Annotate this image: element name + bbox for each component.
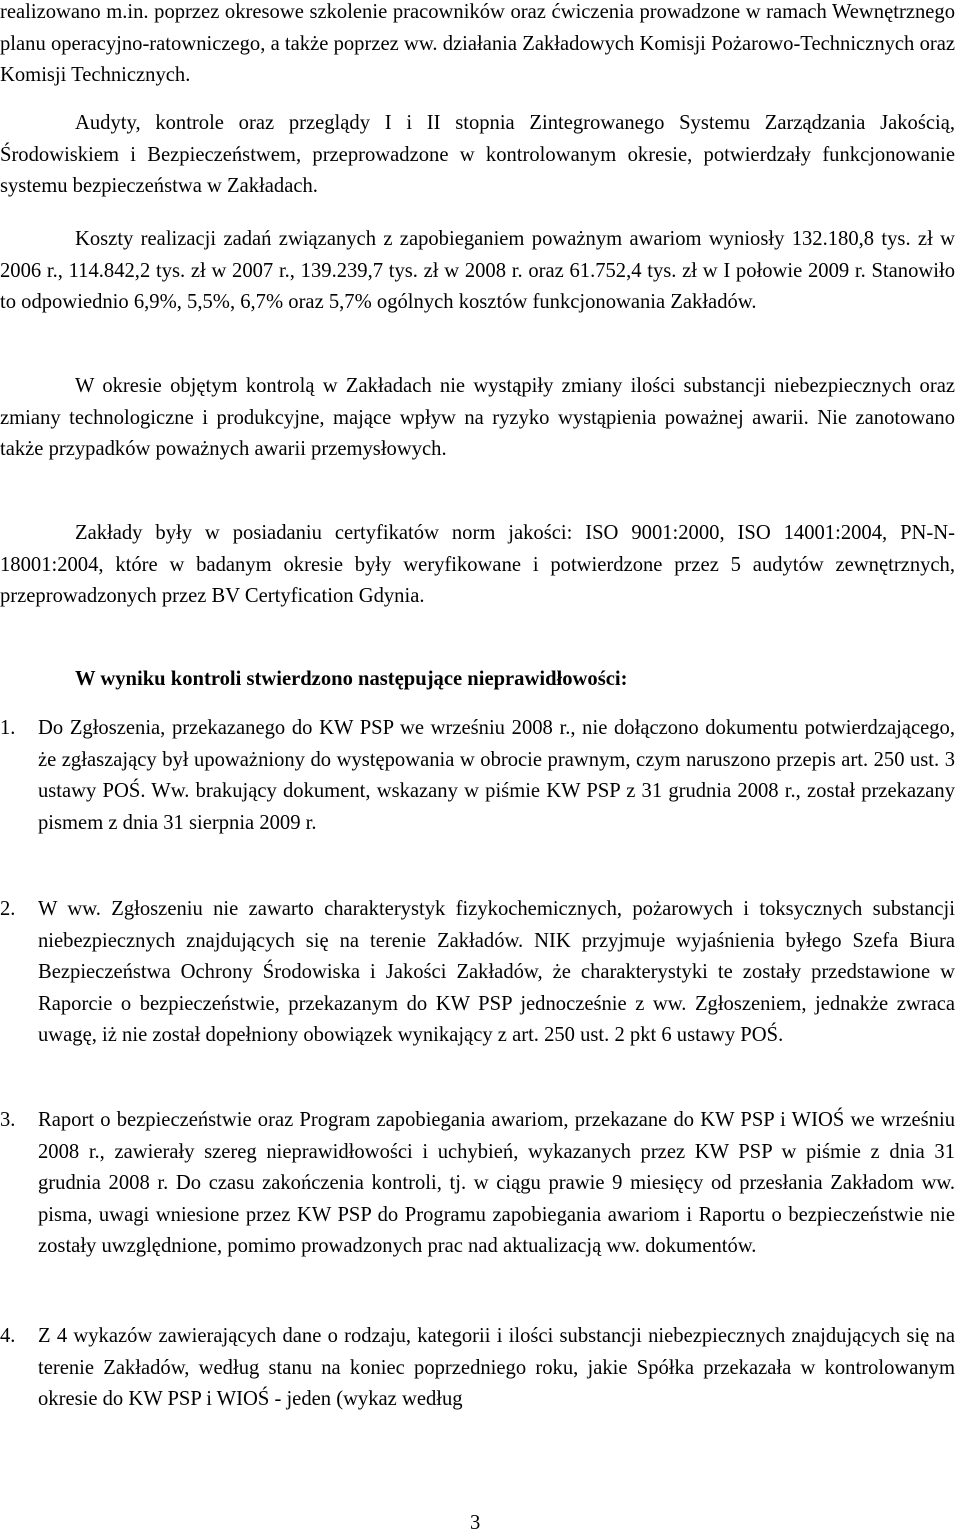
list-item-text: Raport o bezpieczeństwie oraz Program zapobiegania awariom, przekazane do KW PSP i WIOŚ we wrześniu 2008 r., zawierały szereg nieprawidłowości i uchybień, wykazanych przez KW PSP w piśmie z dnia 31 grudnia 2008 r. Do czasu zakończenia kontroli, tj. w ciągu prawie 9 miesięcy od przesłania Zakładom ww. pisma, uwagi wniesione przez KW PSP do Programu zapobiegania awariom i Raportu o bezpieczeństwie nie zostały uwzględnione, pomimo prowadzonych prac nad aktualizacją ww. dokumentów. — [38, 1109, 955, 1257]
paragraph-no-changes: W okresie objętym kontrolą w Zakładach nie wystąpiły zmiany ilości substancji niebezpiecznych oraz zmiany technologiczne i produkcyjne, mające wpływ na ryzyko wystąpienia poważnej awarii. Nie zanotowano także przypadków poważnych awarii przemysłowych. — [0, 375, 955, 460]
list-item-number: 3. — [0, 1109, 16, 1131]
list-item-number: 1. — [0, 717, 16, 739]
list-item-number: 4. — [0, 1325, 16, 1347]
paragraph-audits: Audyty, kontrole oraz przeglądy I i II stopnia Zintegrowanego Systemu Zarządzania Jakością, Środowiskiem i Bezpieczeństwem, przeprowadzone w kontrolowanym okresie, potwierdzały funkcjonowanie systemu bezpieczeństwa w Zakładach. — [0, 112, 955, 197]
list-item-text: Z 4 wykazów zawierających dane o rodzaju, kategorii i ilości substancji niebezpiecznych znajdujących się na terenie Zakładów, według stanu na koniec poprzedniego roku, jakie Spółka przekazała w kontrolowanym okresie do KW PSP i WIOŚ - jeden (wykaz według — [38, 1325, 955, 1410]
paragraph-costs: Koszty realizacji zadań związanych z zapobieganiem poważnym awariom wyniosły 132.180,8 tys. zł w 2006 r., 114.842,2 tys. zł w 2007 r., 139.239,7 tys. zł w 2008 r. oraz 61.752,4 tys. zł w I połowie 2009 r. Stanowiło to odpowiednio 6,9%, 5,5%, 6,7% oraz 5,7% ogólnych kosztów funkcjonowania Zakładów. — [0, 228, 955, 313]
list-item-text: Do Zgłoszenia, przekazanego do KW PSP we wrześniu 2008 r., nie dołączono dokumentu potwierdzającego, że zgłaszający był upoważniony do występowania w obrocie prawnym, czym naruszono przepis art. 250 ust. 3 ustawy POŚ. Ww. brakujący dokument, wskazany w piśmie KW PSP z 31 grudnia 2008 r., został przekazany pismem z dnia 31 sierpnia 2009 r. — [38, 717, 955, 834]
list-item-number: 2. — [0, 898, 16, 920]
paragraph-continuation: realizowano m.in. poprzez okresowe szkolenie pracowników oraz ćwiczenia prowadzone w ramach Wewnętrznego planu operacyjno-ratowniczego, a także poprzez ww. działania Zakładowych Komisji Pożarowo-Technicznych oraz Komisji Technicznych. — [0, 1, 955, 86]
page-number: 3 — [470, 1512, 481, 1534]
list-item-text: W ww. Zgłoszeniu nie zawarto charakterystyk fizykochemicznych, pożarowych i toksycznych substancji niebezpiecznych znajdujących się na terenie Zakładów. NIK przyjmuje wyjaśnienia byłego Szefa Biura Bezpieczeństwa Ochrony Środowiska i Jakości Zakładów, że charakterystyki te zostały przedstawione w Raporcie o bezpieczeństwie, przekazanym do KW PSP jednocześnie z ww. Zgłoszeniem, jednakże zwraca uwagę, iż nie został dopełniony obowiązek wynikający z art. 250 ust. 2 pkt 6 ustawy POŚ. — [38, 898, 955, 1046]
findings-heading: W wyniku kontroli stwierdzono następujące nieprawidłowości: — [75, 668, 628, 690]
paragraph-certificates: Zakłady były w posiadaniu certyfikatów norm jakości: ISO 9001:2000, ISO 14001:2004, PN-N-18001:2004, które w badanym okresie były weryfikowane i potwierdzone przez 5 audytów zewnętrznych, przeprowadzonych przez BV Certyfication Gdynia. — [0, 522, 955, 607]
